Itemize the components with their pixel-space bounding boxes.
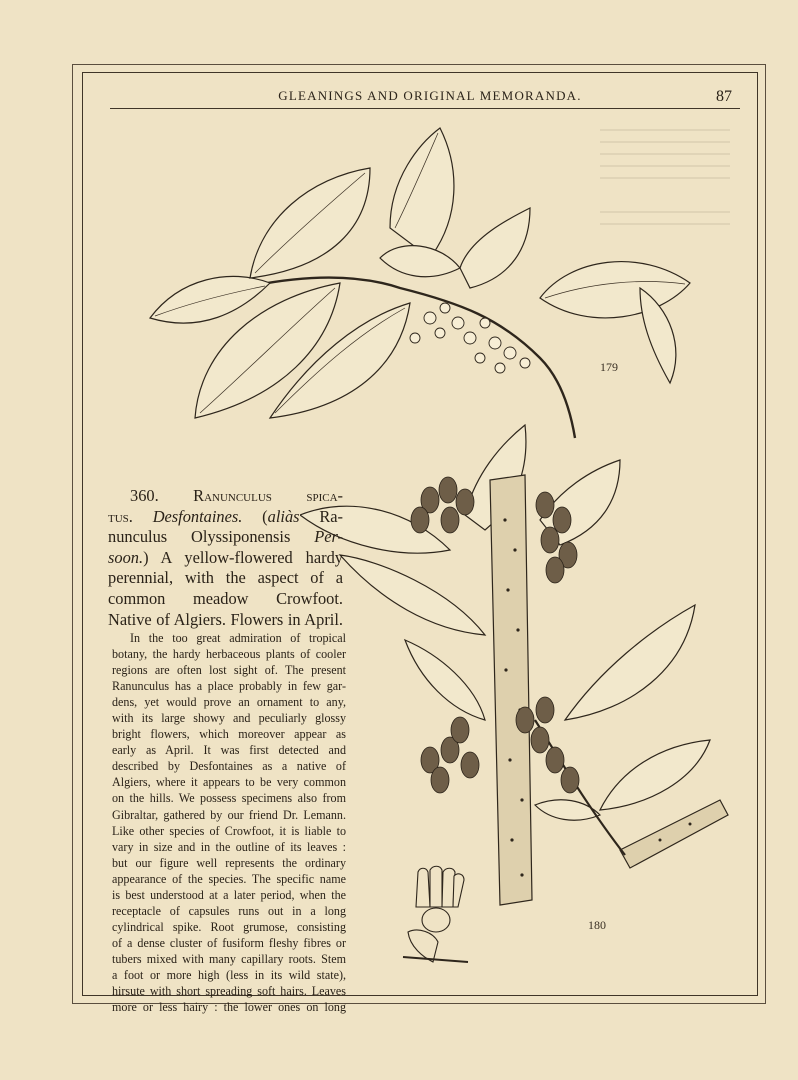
entry-alias-open: (: [262, 506, 268, 526]
header-rule: [110, 108, 740, 109]
entry-alias-author-1: Per-: [314, 527, 343, 547]
body-line: regions are often lost sight of. The present: [112, 663, 346, 678]
entry-genus: Ranunculus spica-: [193, 486, 343, 505]
entry-line-5: perennial, with the aspect of a: [108, 568, 343, 588]
body-line: of a dense cluster of fusiform fleshy fibres or: [112, 935, 346, 950]
body-paragraph: [112, 630, 346, 1015]
body-line: Ranunculus has a place probably in few gar-: [112, 679, 346, 694]
body-line: botany, the hardy herbaceous plants of cooler: [112, 647, 346, 662]
figure-179-illustration: [140, 118, 710, 448]
body-line: vary in size and in the outline of its leaves :: [112, 839, 346, 854]
body-line: more or less hairy : the lower ones on long: [112, 1000, 346, 1015]
entry-heading-paragraph: [108, 486, 343, 630]
body-line: receptacle of capsules runs out in a long: [112, 903, 346, 918]
body-line: early as April. It was first detected and: [112, 743, 346, 758]
body-line: bright flowers, which moreover appear as: [112, 727, 346, 742]
body-line: on the hills. We possess specimens also from: [112, 791, 346, 806]
body-line: is best understood at a later period, when the: [112, 887, 346, 902]
entry-line-6: common meadow Crowfoot.: [108, 588, 343, 608]
figure-179-label: 179: [600, 360, 618, 374]
body-line: Like other species of Crowfoot, it is liable to: [112, 823, 346, 838]
figure-180-label: 180: [588, 918, 606, 932]
entry-line-2: [108, 507, 343, 528]
entry-alias-name-2: nunculus Olyssiponensis: [108, 527, 315, 547]
body-line: a foot or more high (less in its wild state),: [112, 967, 346, 982]
body-line: In the too great admiration of tropical: [130, 631, 346, 645]
body-line: dens, yet would prove an ornament to any,: [112, 695, 346, 710]
body-line: but our figure well represents the ordinary: [112, 855, 346, 870]
figure-detail-illustration: [398, 862, 478, 972]
entry-alias-name-1: Ra-: [299, 506, 343, 526]
entry-line-4: [108, 548, 343, 569]
entry-number: 360.: [130, 486, 159, 505]
body-line: appearance of the species. The specific name: [112, 871, 346, 886]
body-line: described by Desfontaines as a native of: [112, 759, 346, 774]
entry-line-3: [108, 527, 343, 548]
body-line: cylindrical spike. Root grumose, consisting: [112, 919, 346, 934]
body-line: Gibraltar, gathered by our friend Dr. Lemann.: [112, 807, 346, 822]
body-line: with its large showy and peculiarly glossy: [112, 711, 346, 726]
entry-species-cont: tus.: [108, 506, 133, 526]
entry-line-1: [108, 486, 343, 507]
body-line: hirsute with short spreading soft hairs. Leaves: [112, 984, 346, 999]
entry-alias-close: ) A yellow-flowered hardy: [143, 547, 343, 567]
entry-alias-word: aliàs: [267, 506, 300, 526]
entry-alias-author-2: soon.: [108, 547, 144, 567]
entry-line-7: Native of Algiers. Flowers in April.: [108, 609, 343, 629]
running-title: GLEANINGS AND ORIGINAL MEMORANDA.: [278, 88, 582, 103]
figure-180-illustration: [300, 420, 730, 920]
body-line: Algiers, where it appears to be very common: [112, 775, 346, 790]
entry-author: Desfontaines.: [152, 506, 243, 526]
body-line: tubers mixed with many capillary roots. Stem: [112, 951, 346, 966]
page-number: 87: [716, 88, 732, 105]
